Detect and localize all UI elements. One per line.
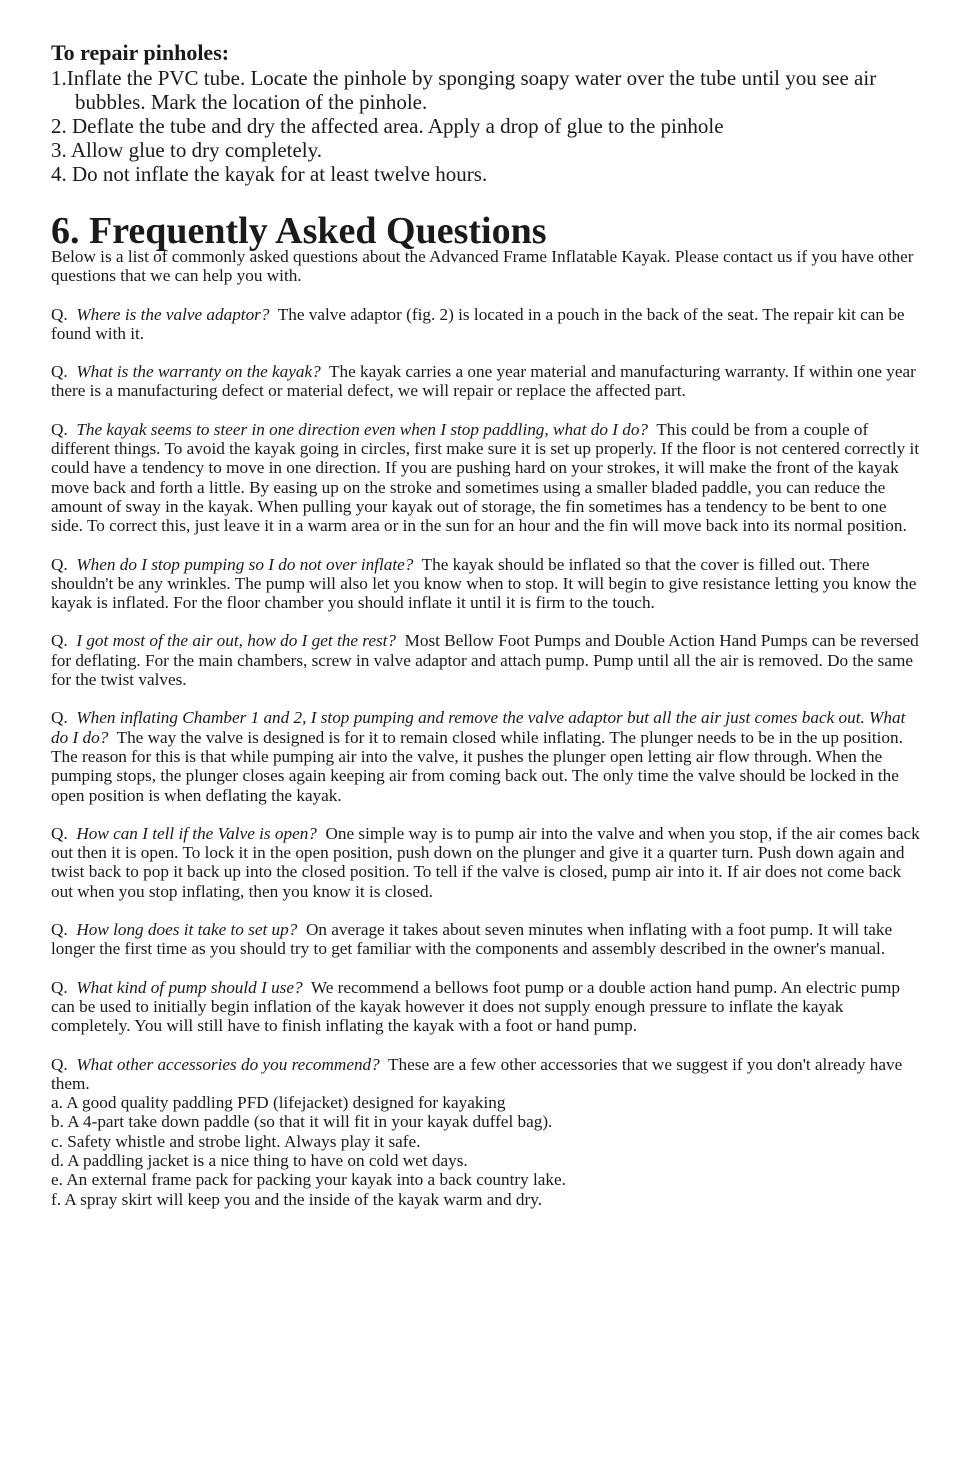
faq-item [51, 362, 921, 401]
faq-answer: Most Bellow Foot Pumps and Double Action Hand Pumps can be reversed for deflating. For the main chambers, screw in valve adaptor and attach pump. Pump until all the air is removed. Do the same for the twist valves. [51, 631, 919, 690]
faq-item [51, 631, 921, 689]
faq-answer: The kayak carries a one year material and manufacturing warranty. If within one year there is a manufacturing defect or material defect, we will repair or replace the affected part. [51, 362, 916, 401]
question-prefix: Q. [51, 362, 68, 382]
faq-question: What is the warranty on the kayak? [76, 362, 321, 382]
faq-answer: One simple way is to pump air into the valve and when you stop, if the air comes back out then it is open. To lock it in the open position, push down on the plunger and give it a quarter turn. Push down again and twist back to pop it back up into the closed position. To tell if the valve is closed, pump air into it. If air does not come back out when you stop inflating, then you know it is closed. [51, 823, 920, 901]
repair-step: 1.Inflate the PVC tube. Locate the pinhole by sponging soapy water over the tube until you see air bubbles. Mark the location of the pinhole. [51, 66, 877, 114]
question-prefix: Q. [51, 920, 68, 940]
faq-answer: On average it takes about seven minutes when inflating with a foot pump. It will take longer the first time as you should try to get familiar with the components and assembly described in the owner's manual. [51, 920, 893, 959]
faq-question: Where is the valve adaptor? [76, 304, 270, 324]
accessories-list [51, 1093, 921, 1209]
question-prefix: Q. [51, 977, 68, 997]
faq-question: The kayak seems to steer in one direction even when I stop paddling, what do I do? [76, 419, 649, 439]
accessory-item: b. A 4-part take down paddle (so that it will fit in your kayak duffel bag). [51, 1112, 553, 1132]
accessory-item: e. An external frame pack for packing your kayak into a back country lake. [51, 1170, 566, 1190]
repair-step: 2. Deflate the tube and dry the affected area. Apply a drop of glue to the pinhole [51, 114, 724, 138]
faq-answer: These are a few other accessories that we suggest if you don't already have them. [51, 1054, 903, 1093]
faq-question: How can I tell if the Valve is open? [76, 823, 317, 843]
question-prefix: Q. [51, 554, 68, 574]
faq-item [51, 305, 921, 344]
faq-question: I got most of the air out, how do I get the rest? [76, 631, 397, 651]
faq-item [51, 555, 921, 613]
accessory-item: d. A paddling jacket is a nice thing to have on cold wet days. [51, 1150, 468, 1170]
faq-answer: We recommend a bellows foot pump or a double action hand pump. An electric pump can be used to initially begin inflation of the kayak however it does not supply enough pressure to inflate the kayak completely. You will still have to finish inflating the kayak with a foot or hand pump. [51, 977, 900, 1036]
faq-question: When inflating Chamber 1 and 2, I stop pumping and remove the valve adaptor but all the air just comes back out. What do I do? [51, 708, 906, 747]
question-prefix: Q. [51, 1054, 68, 1074]
faq-answer: This could be from a couple of different things. To avoid the kayak going in circles, first make sure it is set up properly. If the floor is not centered correctly it could have a tendency to move in one direction. If you are pushing hard on your strokes, it will make the front of the kayak move back and forth a little. By easing up on the stroke and sometimes using a smaller bladed paddle, you can reduce the amount of sway in the kayak. When pulling your kayak out of storage, the fin sometimes has a tendency to be bent to one side. To correct this, just leave it in a warm area or in the sun for an hour and the fin will move back into its normal position. [51, 419, 920, 536]
repair-step: 3. Allow glue to dry completely. [51, 138, 323, 162]
accessory-item: c. Safety whistle and strobe light. Always play it safe. [51, 1131, 421, 1151]
accessory-item: f. A spray skirt will keep you and the inside of the kayak warm and dry. [51, 1189, 542, 1209]
faq-intro: Below is a list of commonly asked questions about the Advanced Frame Inflatable Kayak. Please contact us if you have other questions that we can help you with. [51, 247, 914, 286]
faq-question: When do I stop pumping so I do not over inflate? [76, 554, 414, 574]
faq-item [51, 978, 921, 1036]
faq-body [51, 247, 921, 1209]
repair-steps-list [51, 66, 921, 186]
repair-step: 4. Do not inflate the kayak for at least twelve hours. [51, 162, 488, 186]
faq-question: What kind of pump should I use? [76, 977, 303, 997]
question-prefix: Q. [51, 304, 68, 324]
faq-question: What other accessories do you recommend? [76, 1054, 380, 1074]
question-prefix: Q. [51, 823, 68, 843]
faq-section-heading: 6. Frequently Asked Questions [51, 210, 547, 252]
question-prefix: Q. [51, 708, 68, 728]
faq-item [51, 920, 921, 959]
repair-pinholes-title: To repair pinholes: [51, 40, 230, 65]
faq-item [51, 420, 921, 536]
manual-page [51, 40, 921, 1209]
faq-answer: The kayak should be inflated so that the cover is filled out. There shouldn't be any wrinkles. The pump will also let you know when to stop. It will begin to give resistance letting you know the kayak is inflated. For the floor chamber you should inflate it until it is firm to the touch. [51, 554, 917, 613]
faq-item [51, 824, 921, 901]
question-prefix: Q. [51, 419, 68, 439]
faq-answer: The way the valve is designed is for it to remain closed while inflating. The plunger needs to be in the up position. The reason for this is that while pumping air into the valve, it pushes the plunger open letting air flow through. When the pumping stops, the plunger closes again keeping air from coming back out. The only time the valve should be locked in the open position is when deflating the kayak. [51, 727, 903, 805]
faq-item [51, 708, 921, 804]
accessory-item: a. A good quality paddling PFD (lifejacket) designed for kayaking [51, 1093, 506, 1113]
faq-answer: The valve adaptor (fig. 2) is located in a pouch in the back of the seat. The repair kit can be found with it. [51, 304, 905, 343]
faq-item [51, 1055, 921, 1209]
repair-pinholes-section [51, 40, 921, 186]
faq-question: How long does it take to set up? [76, 920, 298, 940]
question-prefix: Q. [51, 631, 68, 651]
